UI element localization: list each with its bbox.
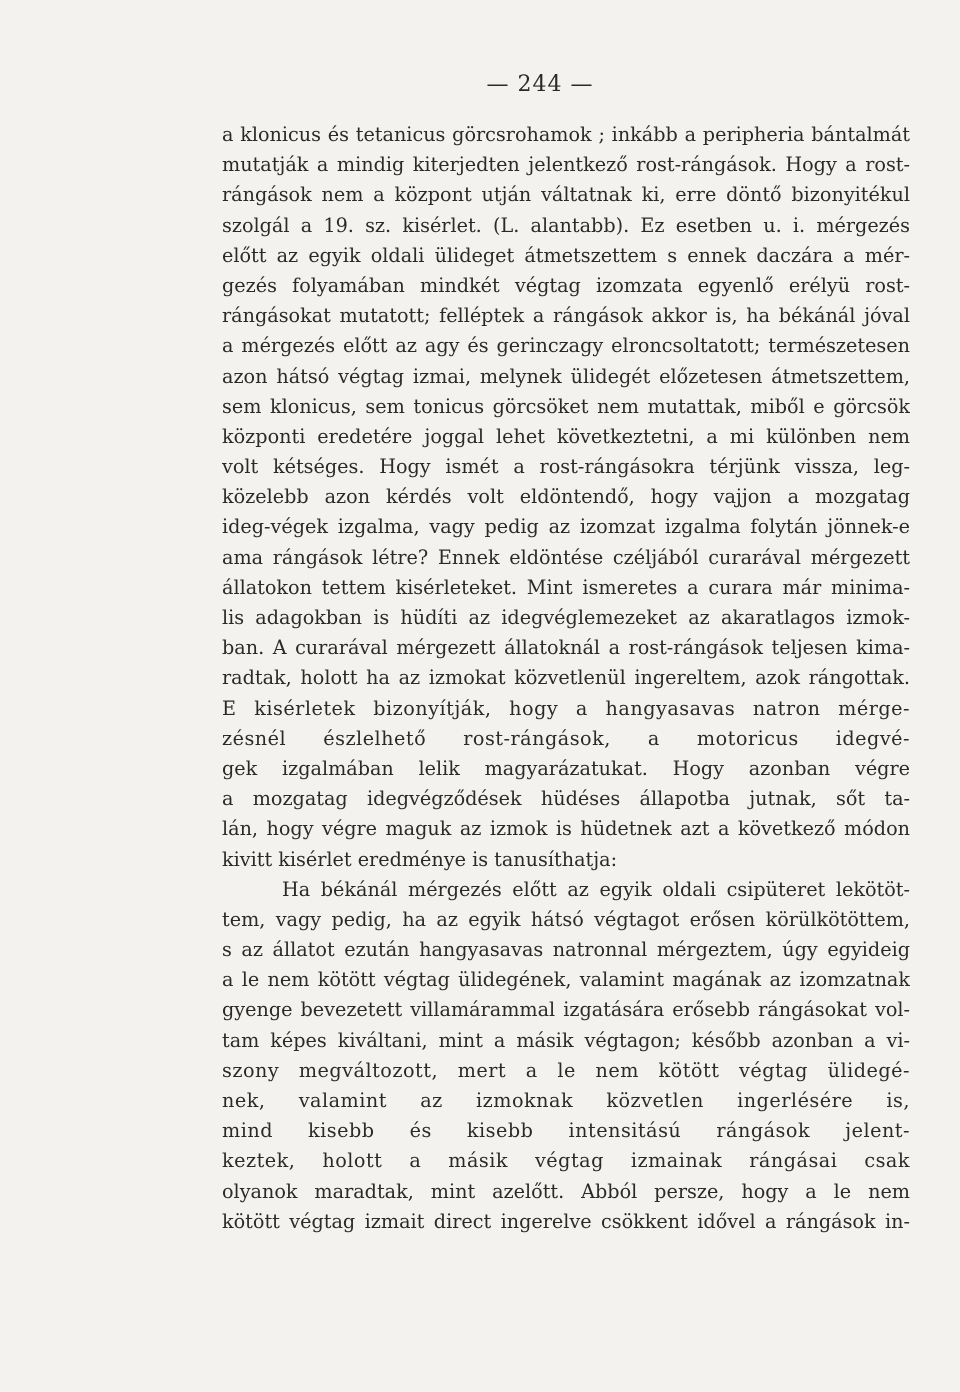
text-line: ama rángások létre? Ennek eldöntése czéljából curarával mérgezett [222,545,910,569]
text-line: s az állatot ezután hangyasavas natronnal mérgeztem, úgy egyideig [222,938,910,962]
text-line: radtak, holott ha az izmokat közvetlenül ingereltem, azok rángottak. [222,666,910,690]
body-text [222,120,910,1237]
text-line: azon hátsó végtag izmai, melynek ülidegét előzetesen átmetszettem, [222,364,910,388]
text-line: lis adagokban is hüdíti az idegvéglemezeket az akaratlagos izmok- [222,606,910,629]
text-line: lán, hogy végre maguk az izmok is hüdetnek azt a következő módon [222,817,910,841]
text-line: gyenge bevezetett villamárammal izgatására erősebb rángásokat vol- [222,998,910,1022]
text-line: gezés folyamában mindkét végtag izomzata egyenlő erélyü rost- [222,273,910,297]
text-line: ban. A curarával mérgezett állatoknál a rost-rángások teljesen kima- [222,636,910,660]
text-line: Ha békánál mérgezés előtt az egyik oldali csipüteret lekötöt- [282,877,910,901]
text-line: a mozgatag idegvégződések hüdéses állapotba jutnak, sőt ta- [222,787,910,811]
text-line: mind kisebb és kisebb intensitású rángások jelent- [222,1119,910,1143]
text-line: kivitt kisérlet eredménye is tanusíthatja: [222,847,618,871]
text-line: központi eredetére joggal lehet következtetni, a mi különben nem [222,424,910,448]
text-line: a klonicus és tetanicus görcsrohamok ; inkább a peripheria bántalmát [222,123,910,146]
text-line: kötött végtag izmait direct ingerelve csökkent idővel a rángások in- [222,1209,910,1233]
text-line: zésnél észlelhető rost-rángások, a motoricus idegvé- [222,726,910,750]
page-number: — 244 — [486,72,594,97]
text-line: közelebb azon kérdés volt eldöntendő, hogy vajjon a mozgatag [222,485,910,509]
text-line: volt kétséges. Hogy ismét a rost-rángásokra térjünk vissza, leg- [222,455,910,479]
text-line: szony megváltozott, mert a le nem kötött végtag ülidegé- [222,1058,910,1082]
text-line: gek izgalmában lelik magyarázatukat. Hogy azonban végre [222,756,910,780]
text-line: olyanok maradtak, mint azelőtt. Abból persze, hogy a le nem [222,1179,910,1203]
text-line: a le nem kötött végtag ülidegének, valamint magának az izomzatnak [222,968,910,992]
text-line: előtt az egyik oldali ülideget átmetszettem s ennek daczára a mér- [222,243,910,267]
text-line: ideg-végek izgalma, vagy pedig az izomzat izgalma folytán jönnek-e [222,515,910,539]
text-line: tam képes kiváltani, mint a másik végtagon; később azonban a vi- [222,1028,910,1052]
text-line: rángások nem a központ utján váltatnak ki, erre döntő bizonyitékul [222,183,910,207]
text-line: keztek, holott a másik végtag izmainak rángásai csak [222,1149,910,1173]
text-line: nek, valamint az izmoknak közvetlen ingerlésére is, [222,1089,910,1112]
text-line: rángásokat mutatott; felléptek a rángások akkor is, ha békánál jóval [222,304,910,328]
text-line: sem klonicus, sem tonicus görcsöket nem mutattak, miből e görcsök [222,394,910,418]
text-line: szolgál a 19. sz. kisérlet. (L. alantabb). Ez esetben u. i. mérgezés [222,213,910,237]
text-line: a mérgezés előtt az agy és gerinczagy elroncsoltatott; természetesen [222,334,910,358]
text-line: állatokon tettem kisérleteket. Mint ismeretes a curara már minima- [222,575,910,599]
text-line: tem, vagy pedig, ha az egyik hátsó végtagot erősen körülkötöttem, [222,907,910,931]
text-line: E kisérletek bizonyítják, hogy a hangyasavas natron mérge- [222,696,910,720]
text-line: mutatják a mindig kiterjedten jelentkező rost-rángások. Hogy a rost- [222,153,910,177]
